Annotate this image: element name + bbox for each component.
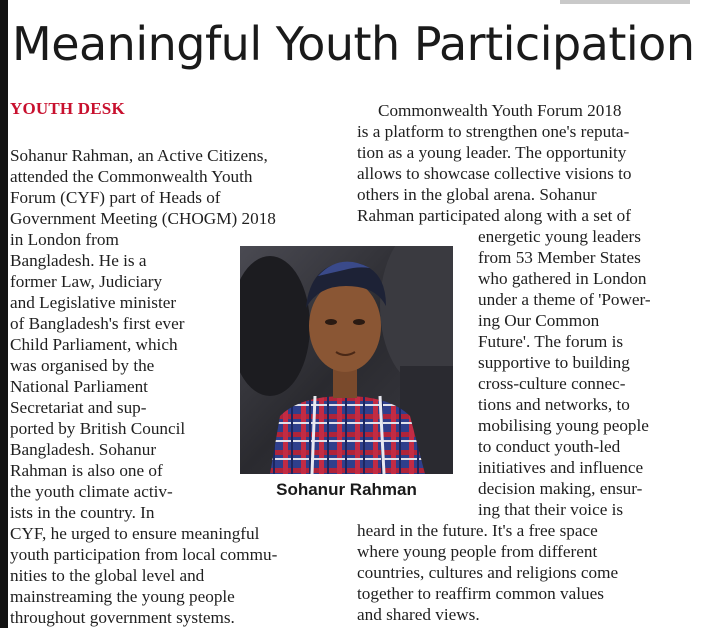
right-line: tion as a young leader. The opportunity bbox=[357, 143, 627, 162]
page-edge-bar bbox=[0, 0, 8, 628]
right-line: Commonwealth Youth Forum 2018 bbox=[378, 101, 622, 120]
right-line: who gathered in London bbox=[478, 269, 647, 288]
right-line: Rahman participated along with a set of bbox=[357, 206, 631, 225]
right-line: ing that their voice is bbox=[478, 500, 624, 519]
left-line: Government Meeting (CHOGM) 2018 bbox=[10, 209, 276, 228]
right-line: countries, cultures and religions come bbox=[357, 563, 619, 582]
left-line: was organised by the bbox=[10, 356, 155, 375]
left-line: ported by British Council bbox=[10, 419, 186, 438]
right-line: Future'. The forum is bbox=[478, 332, 624, 351]
left-line: Bangladesh. He is a bbox=[10, 251, 147, 270]
portrait-photo bbox=[240, 246, 453, 474]
headline: Meaningful Youth Participation bbox=[12, 17, 695, 71]
left-line: ists in the country. In bbox=[10, 503, 155, 522]
section-label: YOUTH DESK bbox=[10, 99, 125, 118]
right-line: tions and networks, to bbox=[478, 395, 630, 414]
right-line: under a theme of 'Power- bbox=[478, 290, 651, 309]
photo-caption: Sohanur Rahman bbox=[276, 480, 417, 499]
left-line: mainstreaming the young people bbox=[10, 587, 235, 606]
right-line: to conduct youth-led bbox=[478, 437, 621, 456]
left-line: throughout government systems. bbox=[10, 608, 235, 627]
right-line: and shared views. bbox=[357, 605, 480, 624]
portrait-illustration bbox=[240, 246, 453, 474]
right-line: energetic young leaders bbox=[478, 227, 641, 246]
left-line: CYF, he urged to ensure meaningful bbox=[10, 524, 260, 543]
left-line: youth participation from local commu- bbox=[10, 545, 278, 564]
left-line: National Parliament bbox=[10, 377, 148, 396]
left-line: nities to the global level and bbox=[10, 566, 205, 585]
left-line: Sohanur Rahman, an Active Citizens, bbox=[10, 146, 268, 165]
right-line: initiatives and influence bbox=[478, 458, 644, 477]
left-line: in London from bbox=[10, 230, 119, 249]
top-rule bbox=[560, 0, 690, 4]
right-line: cross-culture connec- bbox=[478, 374, 626, 393]
left-line: attended the Commonwealth Youth bbox=[10, 167, 253, 186]
right-line: heard in the future. It's a free space bbox=[357, 521, 598, 540]
left-line: Forum (CYF) part of Heads of bbox=[10, 188, 221, 207]
left-line: and Legislative minister bbox=[10, 293, 177, 312]
right-line: mobilising young people bbox=[478, 416, 649, 435]
left-line: former Law, Judiciary bbox=[10, 272, 163, 291]
right-line: decision making, ensur- bbox=[478, 479, 643, 498]
left-line: Secretariat and sup- bbox=[10, 398, 147, 417]
right-line: is a platform to strengthen one's reputa- bbox=[357, 122, 630, 141]
left-line: Child Parliament, which bbox=[10, 335, 178, 354]
right-line: ing Our Common bbox=[478, 311, 600, 330]
right-line: together to reaffirm common values bbox=[357, 584, 604, 603]
left-line: Bangladesh. Sohanur bbox=[10, 440, 157, 459]
right-line: where young people from different bbox=[357, 542, 598, 561]
left-line: Rahman is also one of bbox=[10, 461, 163, 480]
right-line: supportive to building bbox=[478, 353, 630, 372]
right-line: from 53 Member States bbox=[478, 248, 641, 267]
right-line: allows to showcase collective visions to bbox=[357, 164, 632, 183]
right-line: others in the global arena. Sohanur bbox=[357, 185, 597, 204]
left-line: of Bangladesh's first ever bbox=[10, 314, 185, 333]
left-line: the youth climate activ- bbox=[10, 482, 173, 501]
